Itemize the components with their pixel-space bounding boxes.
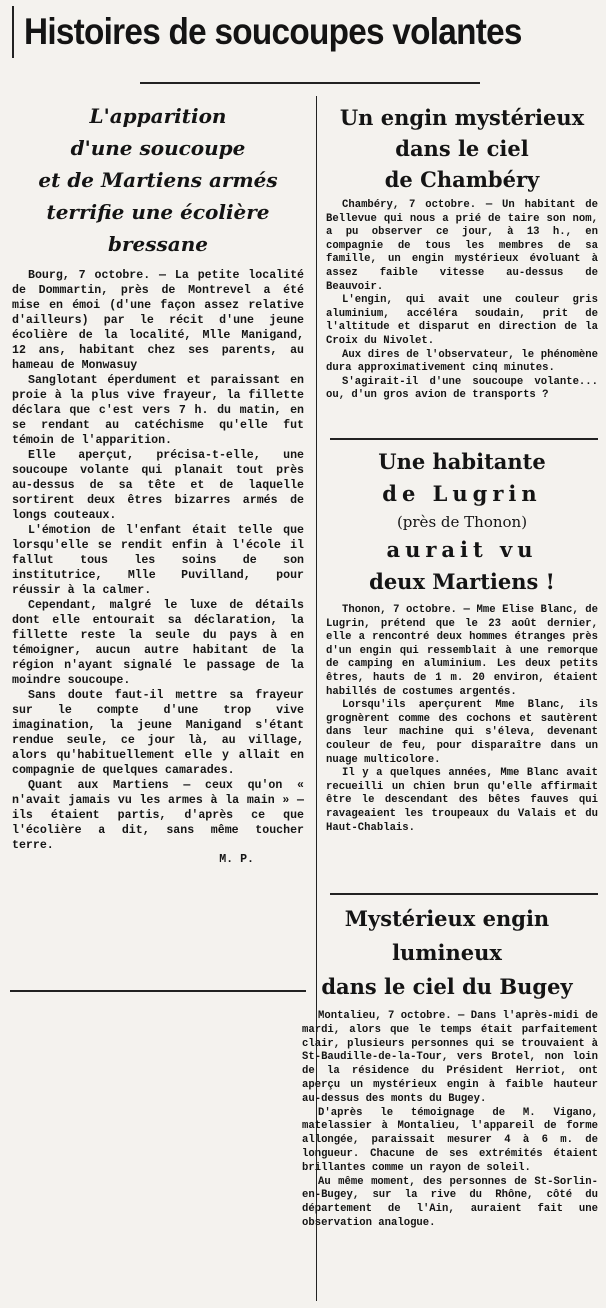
article-headline <box>326 102 598 195</box>
article-headline <box>326 446 598 510</box>
article-paragraph: Cependant, malgré le luxe de détails dont elle entourait sa déclaration, la fillette reste la seule du pays à en témoigner, aucun autre habitant de la région n'ayant signalé le passage de la moindre soucoupe. <box>12 599 304 687</box>
headline-line: aurait vu <box>386 537 538 562</box>
article-body <box>12 268 304 853</box>
article-dommartin <box>12 100 304 866</box>
article-paragraph: Elle aperçut, précisa-t-elle, une soucoupe volante qui planait tout près au-dessus de sa tête et de laquelle sortirent deux êtres bizarres armés de longs couteaux. <box>12 449 304 522</box>
article-body <box>296 1010 598 1231</box>
headline-line: deux Martiens ! <box>369 569 555 594</box>
article-chambery <box>326 102 598 403</box>
article-paragraph: L'émotion de l'enfant était telle que lorsqu'elle se rendit enfin à l'école il fallut tous les soins de son institutrice, Mlle Puvilland, pour réussir à la calmer. <box>12 524 304 597</box>
headline-line: Un engin mystérieux <box>339 105 585 130</box>
headline-line: Une habitante <box>378 449 546 474</box>
article-headline <box>296 902 598 1004</box>
article-end-rule <box>330 438 598 440</box>
article-subhead: (près de Thonon) <box>396 513 528 531</box>
article-paragraph: D'après le témoignage de M. Vigano, matelassier à Montalieu, l'appareil de forme allongée, paraissait mesurer 4 à 6 m. de longueur. Chacune de ses extrémités étaient brillantes comme un rayon de soleil. <box>302 1106 598 1174</box>
headline-line: de Lugrin <box>382 481 542 506</box>
article-paragraph: Sans doute faut-il mettre sa frayeur sur le compte d'une trop vive imagination, la jeune Manigand s'étant rendue seule, ce jour là, au village, alors qu'habituellement elle y allait en compagnie de quelques camarades. <box>12 689 304 777</box>
headline-line: et de Martiens armés <box>38 168 278 192</box>
article-paragraph: Il y a quelques années, Mme Blanc avait recueilli un chien brun qu'elle affirmait être le descendant des bêtes fauves qui ravageaient les troupeaux du Valais et du Haut-Chablais. <box>326 767 598 834</box>
article-headline <box>12 100 304 260</box>
article-lugrin <box>326 446 598 835</box>
headline-line: bressane <box>108 232 208 256</box>
page-title: Histoires de soucoupes volantes <box>24 11 522 52</box>
headline-line: dans le ciel du Bugey <box>321 974 573 999</box>
article-bugey <box>296 902 598 1231</box>
article-paragraph: Bourg, 7 octobre. — La petite localité de Dommartin, près de Montrevel a été mise en émoi (d'une façon assez relative d'ailleurs) par le récit d'une jeune écolière de la localité, Mlle Manigand, 12 ans, habitant chez ses parents, au hameau de Monwasuy <box>12 269 304 372</box>
article-paragraph: Au même moment, des personnes de St-Sorlin-en-Bugey, sur la rive du Rhône, côté du département de l'Ain, auraient fait une observation analogue. <box>302 1175 598 1229</box>
article-paragraph: Montalieu, 7 octobre. — Dans l'après-midi de mardi, alors que le temps était parfaitement clair, plusieurs personnes qui se trouvaient à St-Baudille-de-la-Tour, vers Brotel, non loin de la résidence du Président Herriot, ont aperçu un mystérieux engin à faible hauteur au-dessus des monts du Bugey. <box>302 1010 598 1105</box>
article-paragraph: Chambéry, 7 octobre. — Un habitant de Bellevue qui nous a prié de taire son nom, a pu observer ce jour, à 13 h., en compagnie de tous les membres de sa famille, un engin mystérieux évoluant à assez faible vitesse au-dessus de Beauvoir. <box>326 199 598 293</box>
article-end-rule <box>330 893 598 895</box>
article-paragraph: Thonon, 7 octobre. — Mme Elise Blanc, de Lugrin, prétend que le 23 août dernier, elle a rencontré deux hommes étranges près d'un engin qui ressemblait à une remorque de camping en aluminium. Les deux petits êtres, hauts de 1 m. 20 environ, étaient habillés de costumes argentés. <box>326 604 598 698</box>
article-paragraph: Aux dires de l'observateur, le phénomène dura approximativement cinq minutes. <box>326 348 598 375</box>
headline-line: d'une soucoupe <box>70 136 246 160</box>
title-rule <box>140 82 480 84</box>
headline-line: terrifie une écolière <box>46 200 270 224</box>
article-end-rule <box>10 990 306 992</box>
headline-line: L'apparition <box>89 104 227 128</box>
article-signature: M. P. <box>219 853 254 866</box>
headline-line: lumineux <box>392 940 502 965</box>
article-paragraph: Quant aux Martiens — ceux qu'on « n'avait jamais vu les armes à la main » — ils étaient partis, d'après ce que l'écolière a dit, sans même toucher terre. <box>12 779 304 852</box>
article-paragraph: L'engin, qui avait une couleur gris aluminium, accéléra soudain, prit de l'altitude et disparut en direction de la Croix du Nivolet. <box>326 294 598 347</box>
headline-line: de Chambéry <box>384 167 540 192</box>
article-paragraph: S'agirait-il d'une soucoupe volante... ou, d'un gros avion de transports ? <box>326 375 598 402</box>
headline-line: Mystérieux engin <box>344 906 550 931</box>
article-paragraph: Lorsqu'ils aperçurent Mme Blanc, ils grognèrent comme des cochons et sautèrent dans leur machine qui s'éleva, devenant couleur de feu, pour disparaître dans un nuage multicolore. <box>326 699 598 766</box>
article-body <box>326 199 598 403</box>
article-paragraph: Sanglotant éperdument et paraissant en proie à la plus vive frayeur, la fillette déclara que c'est vers 7 h. du matin, en se rendant au catéchisme qu'elle fut témoin de l'apparition. <box>12 374 304 447</box>
article-headline-continued <box>326 534 598 598</box>
headline-line: dans le ciel <box>395 136 529 161</box>
masthead <box>12 6 600 58</box>
article-body <box>326 604 598 835</box>
